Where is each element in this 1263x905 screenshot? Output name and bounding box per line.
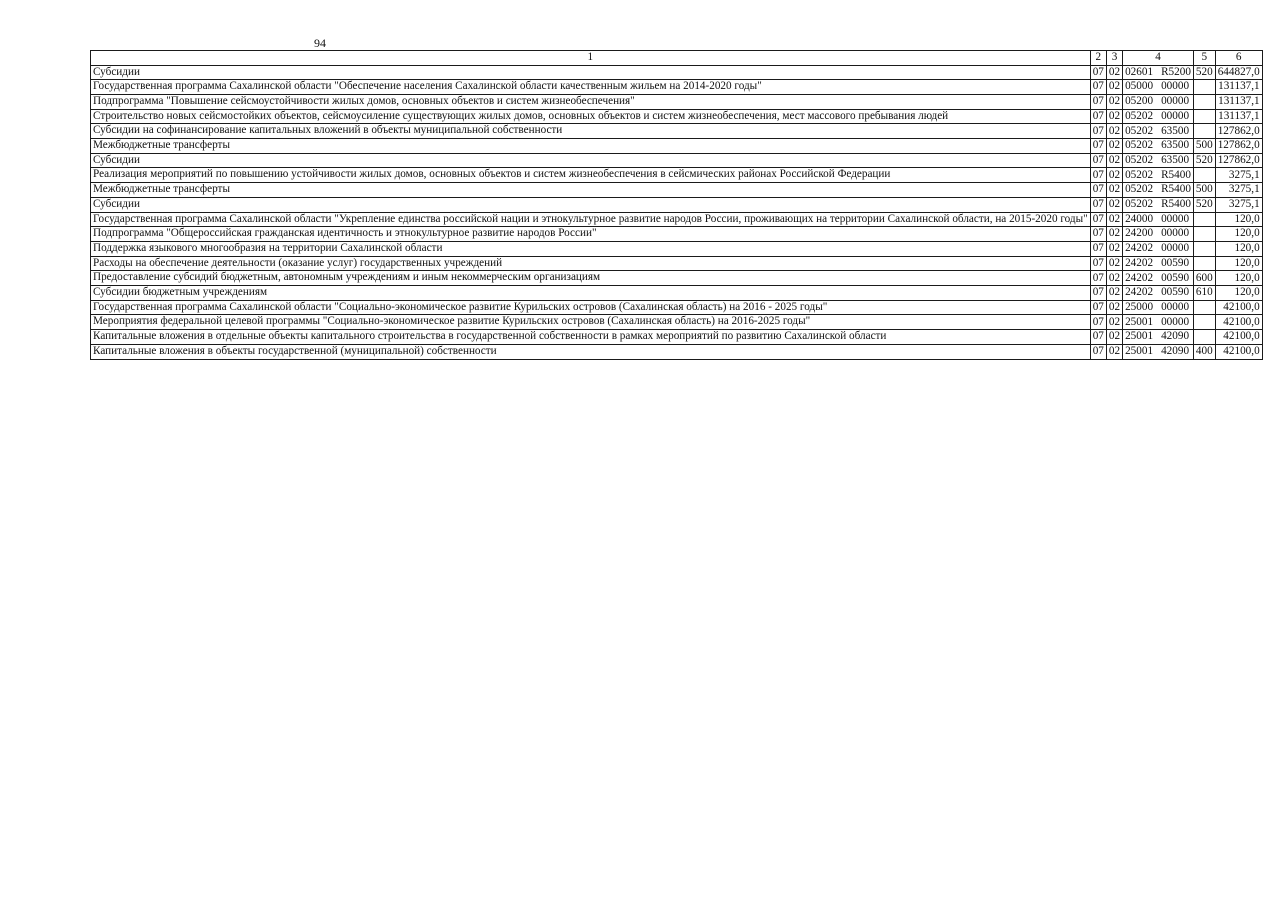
header-cell: 1 xyxy=(91,51,1091,66)
subsection-code: 02 xyxy=(1106,153,1122,168)
target-code-program: 25001 xyxy=(1125,330,1154,343)
section-code: 07 xyxy=(1090,212,1106,227)
expense-type-code: 610 xyxy=(1193,286,1215,301)
target-code-direction: 00590 xyxy=(1161,286,1190,299)
section-code: 07 xyxy=(1090,94,1106,109)
target-code-direction: 00000 xyxy=(1161,109,1190,122)
target-code xyxy=(1123,256,1194,271)
target-code xyxy=(1123,330,1194,345)
target-code-program: 24202 xyxy=(1125,242,1154,255)
target-code xyxy=(1123,286,1194,301)
row-name: Субсидии бюджетным учреждениям xyxy=(91,286,1091,301)
table-row xyxy=(91,168,1263,183)
target-code-program: 24202 xyxy=(1125,271,1154,284)
subsection-code: 02 xyxy=(1106,286,1122,301)
target-code-program: 05202 xyxy=(1125,109,1154,122)
target-code-program: 24200 xyxy=(1125,227,1154,240)
subsection-code: 02 xyxy=(1106,124,1122,139)
amount: 120,0 xyxy=(1215,256,1262,271)
table-row xyxy=(91,300,1263,315)
amount: 127862,0 xyxy=(1215,124,1262,139)
table-row xyxy=(91,212,1263,227)
table-row xyxy=(91,197,1263,212)
target-code-program: 05202 xyxy=(1125,183,1154,196)
target-code-program: 05202 xyxy=(1125,198,1154,211)
row-name: Строительство новых сейсмостойких объектов, сейсмоусиление существующих жилых домов, основных объектов и систем жизнеобеспечения, мест массового пребывания людей xyxy=(91,109,1091,124)
amount: 120,0 xyxy=(1215,212,1262,227)
target-code-direction: R5400 xyxy=(1161,168,1191,181)
target-code-direction: 63500 xyxy=(1161,124,1190,137)
row-name: Государственная программа Сахалинской области "Социально-экономическое развитие Курильских островов (Сахалинская область) на 2016 - 2025 годы" xyxy=(91,300,1091,315)
target-code xyxy=(1123,183,1194,198)
table-row xyxy=(91,315,1263,330)
target-code-program: 24202 xyxy=(1125,286,1154,299)
amount: 3275,1 xyxy=(1215,183,1262,198)
section-code: 07 xyxy=(1090,80,1106,95)
target-code-program: 24202 xyxy=(1125,256,1154,269)
subsection-code: 02 xyxy=(1106,197,1122,212)
row-name: Реализация мероприятий по повышению устойчивости жилых домов, основных объектов и систем жизнеобеспечения в сейсмических районах Российской Федерации xyxy=(91,168,1091,183)
section-code: 07 xyxy=(1090,139,1106,154)
expense-type-code xyxy=(1193,168,1215,183)
header-row xyxy=(91,51,1263,66)
target-code-direction: 00000 xyxy=(1161,212,1190,225)
subsection-code: 02 xyxy=(1106,109,1122,124)
target-code-direction: 00000 xyxy=(1161,315,1190,328)
target-code-program: 02601 xyxy=(1125,65,1154,78)
target-code xyxy=(1123,94,1194,109)
header-cell: 3 xyxy=(1106,51,1122,66)
amount: 120,0 xyxy=(1215,227,1262,242)
expense-type-code xyxy=(1193,227,1215,242)
amount: 42100,0 xyxy=(1215,300,1262,315)
target-code xyxy=(1123,153,1194,168)
table-body xyxy=(91,65,1263,359)
table-row xyxy=(91,271,1263,286)
expense-type-code xyxy=(1193,315,1215,330)
row-name: Капитальные вложения в отдельные объекты капитального строительства в государственной собственности в рамках мероприятий по развитию Сахалинской области xyxy=(91,330,1091,345)
expense-type-code: 600 xyxy=(1193,271,1215,286)
table-row xyxy=(91,256,1263,271)
target-code xyxy=(1123,212,1194,227)
section-code: 07 xyxy=(1090,153,1106,168)
section-code: 07 xyxy=(1090,344,1106,359)
amount: 127862,0 xyxy=(1215,139,1262,154)
section-code: 07 xyxy=(1090,124,1106,139)
section-code: 07 xyxy=(1090,197,1106,212)
target-code-direction: 00000 xyxy=(1161,95,1190,108)
row-name: Предоставление субсидий бюджетным, автономным учреждениям и иным некоммерческим организациям xyxy=(91,271,1091,286)
target-code-program: 25000 xyxy=(1125,300,1154,313)
target-code xyxy=(1123,139,1194,154)
section-code: 07 xyxy=(1090,300,1106,315)
row-name: Подпрограмма "Общероссийская гражданская идентичность и этнокультурное развитие народов России" xyxy=(91,227,1091,242)
row-name: Мероприятия федеральной целевой программы "Социально-экономическое развитие Курильских островов (Сахалинская область) на 2016-2025 годы" xyxy=(91,315,1091,330)
row-name: Субсидии xyxy=(91,197,1091,212)
amount: 131137,1 xyxy=(1215,80,1262,95)
subsection-code: 02 xyxy=(1106,241,1122,256)
section-code: 07 xyxy=(1090,183,1106,198)
amount: 127862,0 xyxy=(1215,153,1262,168)
row-name: Расходы на обеспечение деятельности (оказание услуг) государственных учреждений xyxy=(91,256,1091,271)
row-name: Субсидии xyxy=(91,65,1091,80)
target-code-program: 25001 xyxy=(1125,315,1154,328)
subsection-code: 02 xyxy=(1106,168,1122,183)
target-code-direction: 00000 xyxy=(1161,227,1190,240)
target-code xyxy=(1123,241,1194,256)
target-code xyxy=(1123,80,1194,95)
amount: 120,0 xyxy=(1215,241,1262,256)
subsection-code: 02 xyxy=(1106,256,1122,271)
expense-type-code xyxy=(1193,212,1215,227)
table-row xyxy=(91,153,1263,168)
row-name: Межбюджетные трансферты xyxy=(91,139,1091,154)
target-code-direction: 63500 xyxy=(1161,153,1190,166)
row-name: Подпрограмма "Повышение сейсмоустойчивости жилых домов, основных объектов и систем жизнеобеспечения" xyxy=(91,94,1091,109)
target-code-direction: 00000 xyxy=(1161,242,1190,255)
target-code-direction: R5200 xyxy=(1161,65,1191,78)
expense-type-code: 520 xyxy=(1193,65,1215,80)
target-code xyxy=(1123,109,1194,124)
section-code: 07 xyxy=(1090,227,1106,242)
table-row xyxy=(91,330,1263,345)
section-code: 07 xyxy=(1090,65,1106,80)
table-row xyxy=(91,183,1263,198)
expense-type-code: 500 xyxy=(1193,139,1215,154)
table-row xyxy=(91,124,1263,139)
table-row xyxy=(91,94,1263,109)
section-code: 07 xyxy=(1090,330,1106,345)
expense-type-code xyxy=(1193,80,1215,95)
target-code xyxy=(1123,344,1194,359)
target-code xyxy=(1123,168,1194,183)
subsection-code: 02 xyxy=(1106,65,1122,80)
section-code: 07 xyxy=(1090,315,1106,330)
subsection-code: 02 xyxy=(1106,212,1122,227)
row-name: Капитальные вложения в объекты государственной (муниципальной) собственности xyxy=(91,344,1091,359)
section-code: 07 xyxy=(1090,286,1106,301)
amount: 131137,1 xyxy=(1215,94,1262,109)
expense-type-code xyxy=(1193,300,1215,315)
target-code-program: 05202 xyxy=(1125,153,1154,166)
subsection-code: 02 xyxy=(1106,344,1122,359)
target-code-program: 05202 xyxy=(1125,124,1154,137)
expense-type-code xyxy=(1193,241,1215,256)
target-code xyxy=(1123,65,1194,80)
target-code-program: 24000 xyxy=(1125,212,1154,225)
expense-type-code: 520 xyxy=(1193,197,1215,212)
target-code-direction: 00590 xyxy=(1161,256,1190,269)
table-row xyxy=(91,241,1263,256)
target-code-direction: 00590 xyxy=(1161,271,1190,284)
header-cell: 2 xyxy=(1090,51,1106,66)
target-code-direction: R5400 xyxy=(1161,183,1191,196)
subsection-code: 02 xyxy=(1106,183,1122,198)
target-code-program: 05200 xyxy=(1125,95,1154,108)
amount: 644827,0 xyxy=(1215,65,1262,80)
row-name: Субсидии xyxy=(91,153,1091,168)
amount: 42100,0 xyxy=(1215,315,1262,330)
section-code: 07 xyxy=(1090,109,1106,124)
expense-type-code: 500 xyxy=(1193,183,1215,198)
amount: 120,0 xyxy=(1215,271,1262,286)
header-cell: 5 xyxy=(1193,51,1215,66)
page-number: 94 xyxy=(314,36,326,50)
header-cell: 6 xyxy=(1215,51,1262,66)
target-code-direction: 63500 xyxy=(1161,139,1190,152)
amount: 3275,1 xyxy=(1215,197,1262,212)
target-code xyxy=(1123,124,1194,139)
amount: 131137,1 xyxy=(1215,109,1262,124)
target-code-program: 05202 xyxy=(1125,168,1154,181)
table-row xyxy=(91,139,1263,154)
row-name: Субсидии на софинансирование капитальных вложений в объекты муниципальной собственности xyxy=(91,124,1091,139)
subsection-code: 02 xyxy=(1106,227,1122,242)
row-name: Поддержка языкового многообразия на территории Сахалинской области xyxy=(91,241,1091,256)
target-code xyxy=(1123,197,1194,212)
section-code: 07 xyxy=(1090,271,1106,286)
subsection-code: 02 xyxy=(1106,315,1122,330)
table-row xyxy=(91,80,1263,95)
table-row xyxy=(91,344,1263,359)
expense-type-code xyxy=(1193,109,1215,124)
section-code: 07 xyxy=(1090,256,1106,271)
target-code xyxy=(1123,227,1194,242)
target-code-direction: 42090 xyxy=(1161,345,1190,358)
expense-type-code xyxy=(1193,330,1215,345)
row-name: Государственная программа Сахалинской области "Укрепление единства российской нации и этнокультурное развитие народов России, проживающих на территории Сахалинской области, на 2015-2020 годы" xyxy=(91,212,1091,227)
subsection-code: 02 xyxy=(1106,139,1122,154)
expense-type-code xyxy=(1193,94,1215,109)
target-code-direction: R5400 xyxy=(1161,198,1191,211)
amount: 3275,1 xyxy=(1215,168,1262,183)
table-row xyxy=(91,109,1263,124)
target-code-direction: 42090 xyxy=(1161,330,1190,343)
subsection-code: 02 xyxy=(1106,271,1122,286)
target-code-direction: 00000 xyxy=(1161,300,1190,313)
table-row xyxy=(91,286,1263,301)
target-code-direction: 00000 xyxy=(1161,80,1190,93)
expense-type-code: 400 xyxy=(1193,344,1215,359)
target-code xyxy=(1123,315,1194,330)
expense-type-code xyxy=(1193,124,1215,139)
amount: 120,0 xyxy=(1215,286,1262,301)
target-code-program: 25001 xyxy=(1125,345,1154,358)
target-code-program: 05202 xyxy=(1125,139,1154,152)
table-row xyxy=(91,227,1263,242)
row-name: Межбюджетные трансферты xyxy=(91,183,1091,198)
target-code xyxy=(1123,300,1194,315)
section-code: 07 xyxy=(1090,168,1106,183)
section-code: 07 xyxy=(1090,241,1106,256)
subsection-code: 02 xyxy=(1106,94,1122,109)
amount: 42100,0 xyxy=(1215,344,1262,359)
amount: 42100,0 xyxy=(1215,330,1262,345)
target-code xyxy=(1123,271,1194,286)
expense-type-code xyxy=(1193,256,1215,271)
subsection-code: 02 xyxy=(1106,330,1122,345)
target-code-program: 05000 xyxy=(1125,80,1154,93)
row-name: Государственная программа Сахалинской области "Обеспечение населения Сахалинской области качественным жильем на 2014-2020 годы" xyxy=(91,80,1091,95)
expense-type-code: 520 xyxy=(1193,153,1215,168)
table-row xyxy=(91,65,1263,80)
subsection-code: 02 xyxy=(1106,300,1122,315)
budget-table xyxy=(90,50,1263,360)
header-cell: 4 xyxy=(1123,51,1194,66)
subsection-code: 02 xyxy=(1106,80,1122,95)
